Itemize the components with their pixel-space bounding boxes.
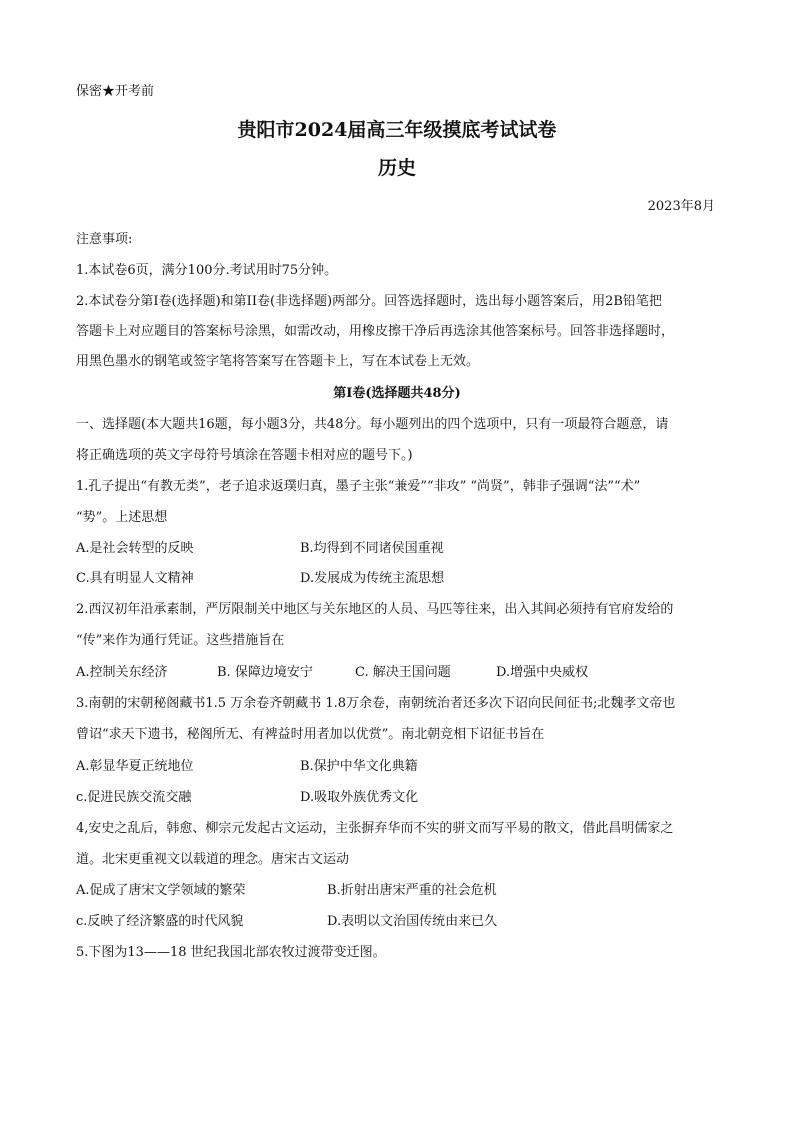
question-1-option-b: B.均得到不同诸侯国重视: [300, 541, 444, 556]
notes-item-2-line-2: 答题卡上对应题目的答案标号涂黑，如需改动，用橡皮擦干净后再选涂其他答案标号。回答非选择题时，: [76, 324, 675, 339]
question-1-stem-line-1: 1.孔子提出“有教无类”，老子追求返璞归真，墨子主张“兼爱”“非攻” “尚贤”，韩非子强调“法”“术”: [76, 479, 641, 494]
question-4-stem-line-2: 道。北宋更重视文以载道的理念。唐宋古文运动: [76, 852, 350, 867]
exam-date: 2023年8月: [647, 199, 715, 214]
question-2-stem-line-2: “传”来作为通行凭证。这些措施旨在: [76, 633, 285, 648]
question-1-option-a: A.是社会转型的反映: [76, 541, 194, 556]
question-3-option-d: D.吸取外族优秀文化: [300, 790, 419, 805]
notes-item-2-line-3: 用黑色墨水的钢笔或签字笔将答案写在答题卡上，写在本试卷上无效。: [76, 354, 480, 369]
question-3-option-a: A.彰显华夏正统地位: [76, 759, 194, 774]
question-1-option-c: C.具有明显人文精神: [76, 571, 194, 586]
question-3-stem-line-1: 3.南朝的宋朝秘阁藏书1.5 万余卷齐朝藏书 1.8万余卷，南朝统治者还多次下诏向民间征书;北魏孝文帝也: [76, 696, 676, 711]
question-4-option-b: B.折射出唐宋严重的社会危机: [327, 883, 497, 898]
section-1-intro-line-1: 一、选择题(本大题共16题，每小题3分，共48分。每小题列出的四个选项中，只有一项最符合题意，请: [76, 417, 669, 432]
question-4-option-a: A.促成了唐宋文学领域的繁荣: [76, 883, 246, 898]
notes-item-1: 1.本试卷6页，满分100分.考试用时75分钟。: [76, 263, 338, 278]
confidential-label: 保密★开考前: [76, 84, 155, 99]
notes-item-2-line-1: 2.本试卷分第I卷(选择题)和第II卷(非选择题)两部分。回答选择题时，选出每小题答案后，用2B铅笔把: [76, 294, 662, 309]
question-4-option-c: c.反映了经济繁盛的时代风貌: [76, 914, 244, 929]
subject-title: 历史: [377, 157, 416, 179]
question-3-stem-line-2: 曾诏“求天下遗书，秘阁所无、有裨益时用者加以优赏”。南北朝竞相下诏征书旨在: [76, 727, 545, 742]
question-2-option-c: C. 解决王国问题: [355, 665, 451, 680]
question-2-option-d: D.增强中央威权: [496, 665, 589, 680]
question-5-stem-line-1: 5.下图为13——18 世纪我国北部农牧过渡带变迁图。: [76, 945, 386, 960]
question-1-option-d: D.发展成为传统主流思想: [300, 571, 445, 586]
question-3-option-c: c.促进民族交流交融: [76, 790, 192, 805]
question-4-stem-line-1: 4,安史之乱后，韩愈、柳宗元发起古文运动，主张摒弃华而不实的骈文而写平易的散文，借此昌明儒家之: [76, 821, 674, 836]
question-2-option-a: A.控制关东经济: [76, 665, 168, 680]
exam-title: 贵阳市2024届高三年级摸底考试试卷: [237, 119, 557, 141]
question-2-option-b: B. 保障边境安宁: [217, 665, 313, 680]
section-1-heading: 第I卷(选择题共48分): [333, 386, 461, 401]
question-2-stem-line-1: 2.西汉初年沿承素制，严厉限制关中地区与关东地区的人员、马匹等往来，出入其间必须持有官府发给的: [76, 602, 674, 617]
notes-heading: 注意事项:: [76, 232, 133, 247]
question-4-option-d: D.表明以文治国传统由来已久: [327, 914, 498, 929]
question-3-option-b: B.保护中华文化典籍: [300, 759, 418, 774]
section-1-intro-line-2: 将正确选项的英文字母符号填涂在答题卡相对应的题号下。): [76, 448, 413, 463]
question-1-stem-line-2: “势”。上述思想: [76, 510, 168, 525]
